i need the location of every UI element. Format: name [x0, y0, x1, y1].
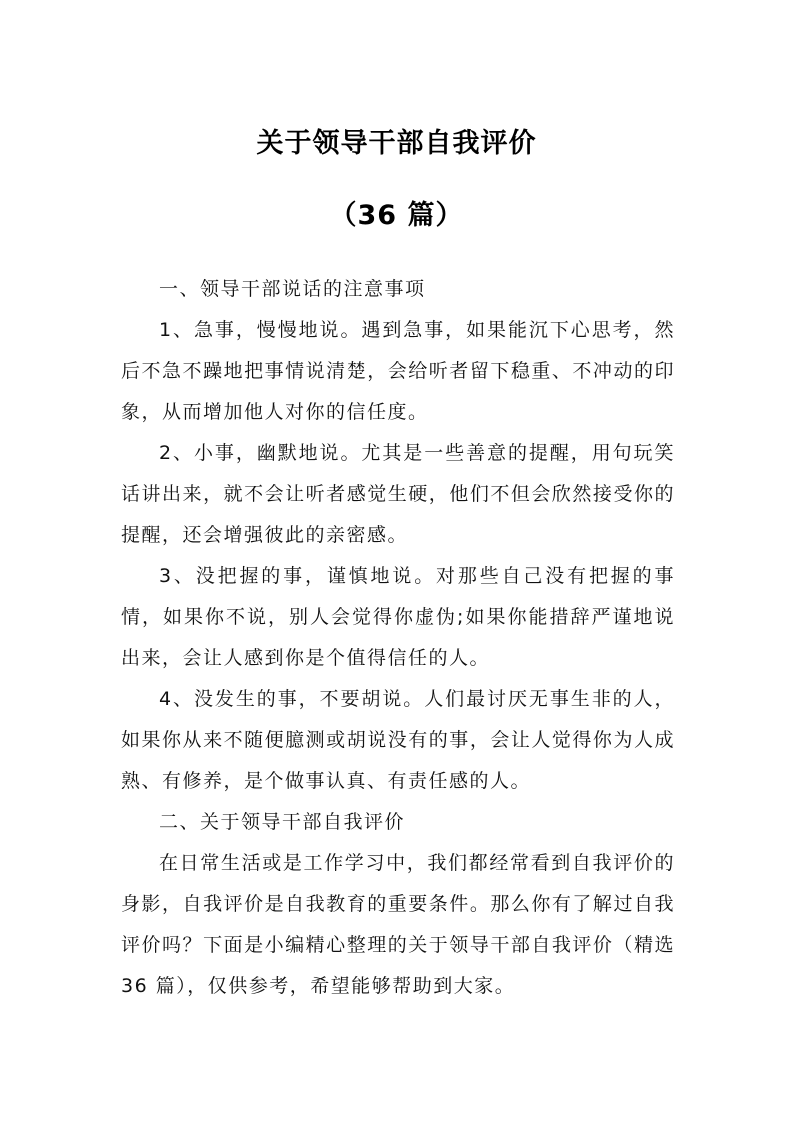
document-body	[121, 269, 675, 1007]
paragraph-item-2: 2、小事，幽默地说。尤其是一些善意的提醒，用句玩笑话讲出来，就不会让听者感觉生硬，他们不但会欣然接受你的提醒，还会增强彼此的亲密感。	[121, 442, 675, 546]
paragraph-item-1: 1、急事，慢慢地说。遇到急事，如果能沉下心思考，然后不急不躁地把事情说清楚，会给听者留下稳重、不冲动的印象，从而增加他人对你的信任度。	[121, 319, 675, 423]
section-heading-2: 二、关于领导干部自我评价	[159, 811, 406, 833]
document-title: 关于领导干部自我评价	[256, 128, 537, 159]
paragraph-intro: 在日常生活或是工作学习中，我们都经常看到自我评价的身影，自我评价是自我教育的重要条件。那么你有了解过自我评价吗？下面是小编精心整理的关于领导干部自我评价（精选 36 篇），仅供参考，希望能够帮助到大家。	[121, 852, 675, 997]
document-subtitle: （36 篇）	[329, 200, 464, 231]
section-heading-1: 一、领导干部说话的注意事项	[159, 278, 426, 300]
paragraph-item-4: 4、没发生的事，不要胡说。人们最讨厌无事生非的人，如果你从来不随便臆测或胡说没有的事，会让人觉得你为人成熟、有修养，是个做事认真、有责任感的人。	[121, 688, 675, 792]
paragraph-item-3: 3、没把握的事，谨慎地说。对那些自己没有把握的事情，如果你不说，别人会觉得你虚伪;如果你能措辞严谨地说出来，会让人感到你是个值得信任的人。	[121, 565, 675, 669]
